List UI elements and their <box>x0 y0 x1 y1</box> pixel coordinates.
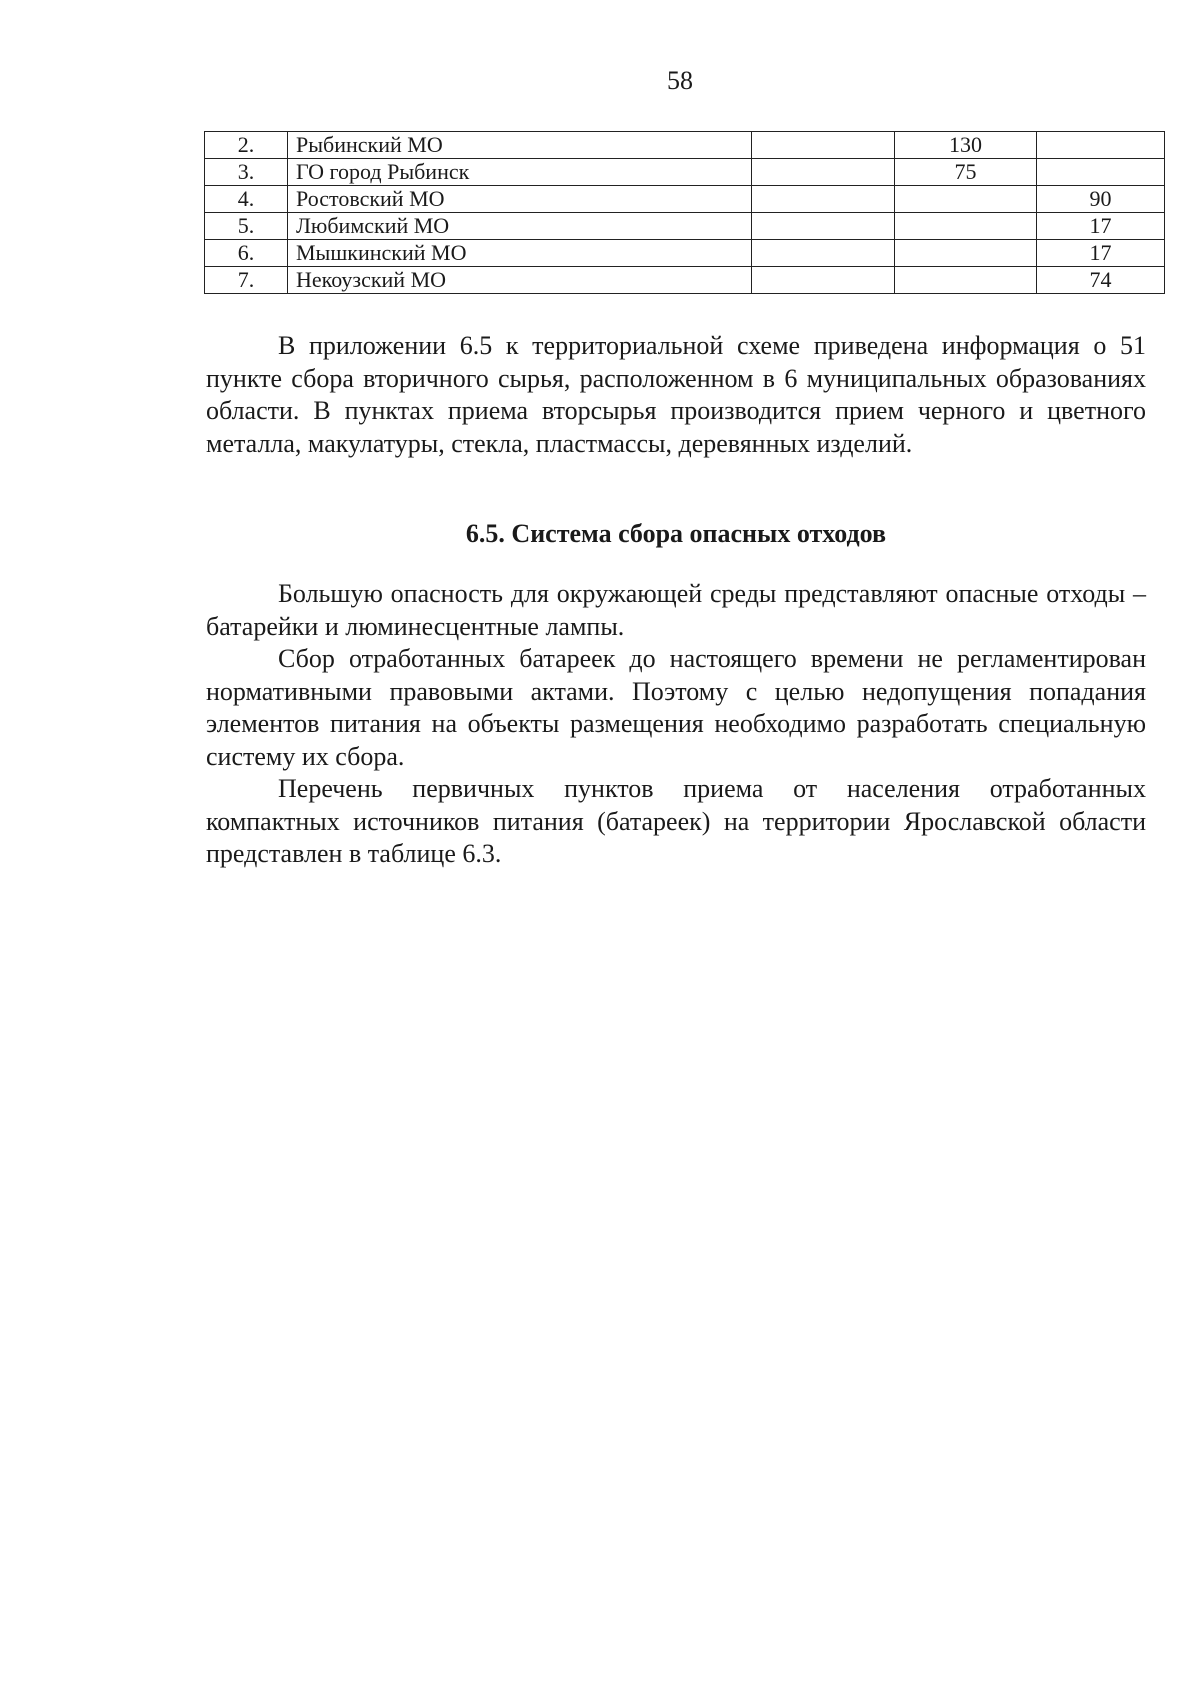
value-cell-c <box>1037 159 1165 186</box>
text-block-1 <box>206 330 1146 460</box>
value-cell-b: 130 <box>895 132 1037 159</box>
value-cell-c: 90 <box>1037 186 1165 213</box>
value-cell-a <box>752 213 895 240</box>
municipality-name-cell: Ростовский МО <box>288 186 752 213</box>
text-block-2 <box>206 578 1146 871</box>
municipality-name-cell: Мышкинский МО <box>288 240 752 267</box>
row-number-cell: 4. <box>205 186 288 213</box>
value-cell-a <box>752 132 895 159</box>
value-cell-a <box>752 159 895 186</box>
municipality-name-cell: Некоузский МО <box>288 267 752 294</box>
row-number-cell: 6. <box>205 240 288 267</box>
paragraph-battery-collection: Сбор отработанных батареек до настоящего времени не регламентирован нормативными правовыми актами. Поэтому с целью недопущения попадания элементов питания на объекты размещения необходимо разработать специальную систему их сбора. <box>206 644 1146 771</box>
paragraph-hazardous-waste: Большую опасность для окружающей среды представляют опасные отходы – батарейки и люминесцентные лампы. <box>206 579 1146 641</box>
table-row <box>205 240 1165 267</box>
value-cell-c <box>1037 132 1165 159</box>
paragraph-collection-list: Перечень первичных пунктов приема от населения отработанных компактных источников питания (батареек) на территории Ярославской области представлен в таблице 6.3. <box>206 774 1146 868</box>
row-number-cell: 3. <box>205 159 288 186</box>
value-cell-c: 17 <box>1037 213 1165 240</box>
value-cell-b <box>895 213 1037 240</box>
table-row <box>205 267 1165 294</box>
value-cell-b: 75 <box>895 159 1037 186</box>
table-row <box>205 186 1165 213</box>
table-row <box>205 213 1165 240</box>
row-number-cell: 5. <box>205 213 288 240</box>
paragraph-collection-points: В приложении 6.5 к территориальной схеме приведена информация о 51 пункте сбора вторичного сырья, расположенном в 6 муниципальных образованиях области. В пунктах приема вторсырья производится прием черного и цветного металла, макулатуры, стекла, пластмассы, деревянных изделий. <box>206 331 1146 458</box>
value-cell-b <box>895 267 1037 294</box>
row-number-cell: 2. <box>205 132 288 159</box>
data-table <box>204 131 1165 294</box>
value-cell-a <box>752 186 895 213</box>
table-row <box>205 159 1165 186</box>
value-cell-c: 74 <box>1037 267 1165 294</box>
value-cell-b <box>895 240 1037 267</box>
municipality-name-cell: Рыбинский МО <box>288 132 752 159</box>
table-row <box>205 132 1165 159</box>
municipality-name-cell: ГО город Рыбинск <box>288 159 752 186</box>
municipality-name-cell: Любимский МО <box>288 213 752 240</box>
value-cell-a <box>752 240 895 267</box>
value-cell-c: 17 <box>1037 240 1165 267</box>
table-body <box>205 132 1165 294</box>
page-number: 58 <box>667 66 693 95</box>
row-number-cell: 7. <box>205 267 288 294</box>
value-cell-a <box>752 267 895 294</box>
value-cell-b <box>895 186 1037 213</box>
section-heading: 6.5. Система сбора опасных отходов <box>465 519 887 548</box>
